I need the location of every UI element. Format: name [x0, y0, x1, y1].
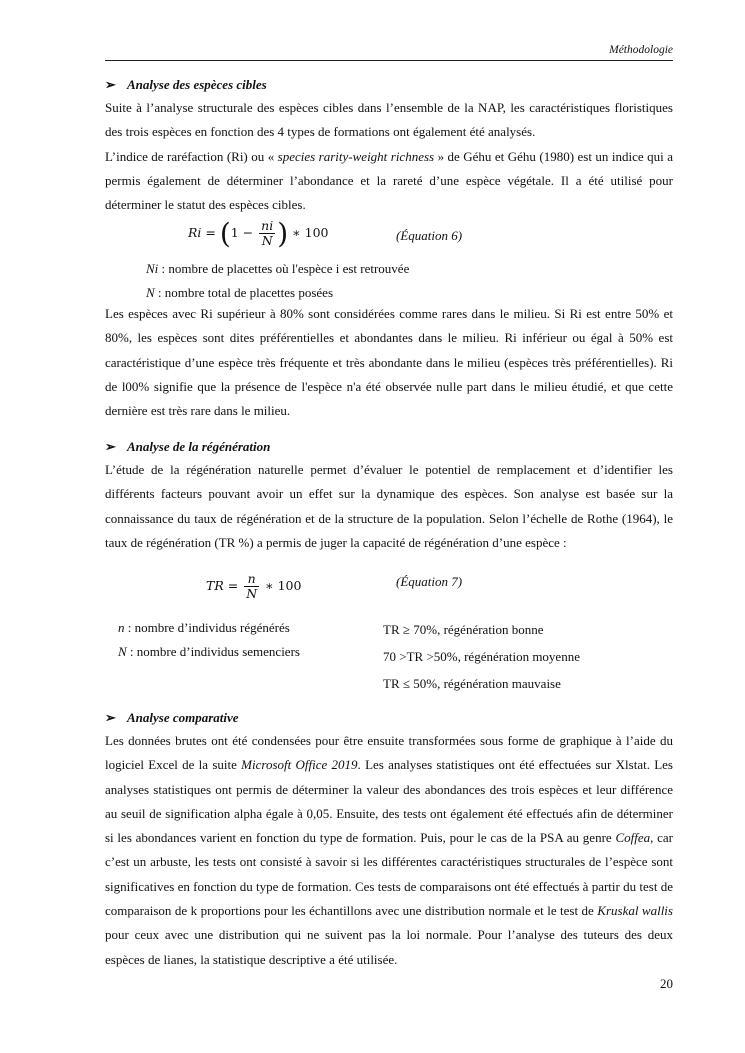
definitions-ri [146, 257, 409, 305]
equation-label: (Équation 7) [396, 574, 463, 589]
definition-item: N : nombre d’individus semenciers [118, 644, 300, 659]
italic-term: species rarity-weight richness [277, 148, 435, 164]
regeneration-scale [383, 616, 580, 697]
equation-label: (Équation 6) [396, 228, 463, 243]
paragraph-comparative: Les données brutes ont été condensées pour être ensuite transformées sous forme de graphique à l’aide du logiciel Excel de la suite Microsoft Office 2019. Les analyses statistiques ont été effectuées sur Xlstat. Les analyses statistiques ont permis de déterminer la valeur des abondances des trois espèces et leur différence au seuil de signification alpha égale à 0,05. Ensuite, des tests ont également été effectués afin de déterminer si les abondances varient en fonction du type de formation. Puis, pour le cas de la PSA au genre Coffea, car c’est un arbuste, les tests ont consisté à savoir si les différentes caractéristiques structurales de l’espèce sont significatives en fonction du type de formation. Ces tests de comparaisons ont été effectués à partir du test de comparaison de k proportions pour les échantillons avec une distribution normale et le test de Kruskal wallis pour ceux avec une distribution qui ne suivent pas la loi normale. Pour l’analyse des tuteurs des deux espèces de lianes, la statistique descriptive a été utilisée. [105, 733, 673, 967]
running-header: Méthodologie [609, 44, 673, 56]
section-title: Analyse des espèces cibles [127, 77, 267, 92]
paragraph-regeneration: L’étude de la régénération naturelle permet d’évaluer le potentiel de remplacement et d’identifier les différents facteurs pouvant avoir un effet sur la dynamique des espèces. Son analyse est basée sur la connaissance du taux de régénération et de la structure de la population. Selon l’échelle de Rothe (1964), le taux de régénération (TR %) a permis de juger la capacité de régénération d’une espèce : [105, 462, 673, 550]
fraction: $\frac{n}{N}$ [246, 571, 258, 601]
paragraph-intro [105, 96, 673, 217]
page-number: 20 [660, 976, 673, 991]
fraction: $\frac{ni}{N}$ [261, 218, 274, 248]
equation-6: Ri = (1 − $\frac{ni}{N}$ ) ∗ 100 [188, 217, 329, 250]
italic-term: Microsoft Office 2019 [241, 757, 358, 773]
arrow-bullet-icon: ➢ [105, 439, 116, 454]
section-heading-comparative [105, 710, 239, 726]
italic-term: Kruskal wallis [597, 903, 673, 919]
section-title: Analyse de la régénération [127, 439, 271, 454]
scale-item: TR ≥ 70%, régénération bonne [383, 622, 544, 637]
header-rule [105, 60, 673, 61]
arrow-bullet-icon: ➢ [105, 77, 116, 92]
definitions-tr [118, 616, 300, 664]
arrow-bullet-icon: ➢ [105, 710, 116, 725]
italic-term: Coffea [615, 830, 651, 846]
scale-item: TR ≤ 50%, régénération mauvaise [383, 676, 561, 691]
equation-7: TR = $\frac{n}{N}$ ∗ 100 [206, 571, 302, 601]
section-title: Analyse comparative [127, 710, 239, 725]
paragraph-ri-definition: L’indice de raréfaction (Ri) ou « species rarity-weight richness » de Géhu et Géhu (1980) est un indice qui a permis également de déterminer l’abondance et la rareté d’une espèce végétale. Il a été utilisé pour déterminer le statut des espèces cibles. [105, 148, 673, 213]
definition-item: n : nombre d’individus régénérés [118, 620, 290, 635]
section-heading-especes-cibles [105, 77, 267, 93]
paragraph-ri-interpretation: Les espèces avec Ri supérieur à 80% sont considérées comme rares dans le milieu. Si Ri est entre 50% et 80%, les espèces sont dites préférentielles et abondantes dans le milieu. Ri inférieur ou égal à 50% est caractéristique d’une espèce très fréquente et très abondante dans le milieu (espèces très préférentielles). Ri de l00% signifie que la présence de l'espèce n'a été observée nulle part dans le milieu étudié, et que cette dernière est très rare dans le milieu. [105, 306, 673, 419]
scale-item: 70 >TR >50%, régénération moyenne [383, 649, 580, 664]
section-heading-regeneration [105, 439, 270, 455]
definition-item: Ni : nombre de placettes où l'espèce i est retrouvée [146, 261, 410, 276]
paragraph-text: Suite à l’analyse structurale des espèces cibles dans l’ensemble de la NAP, les caractéristiques floristiques des trois espèces en fonction des 4 types de formations ont également été analysés. [105, 100, 673, 140]
definition-item: N : nombre total de placettes posées [146, 285, 334, 300]
